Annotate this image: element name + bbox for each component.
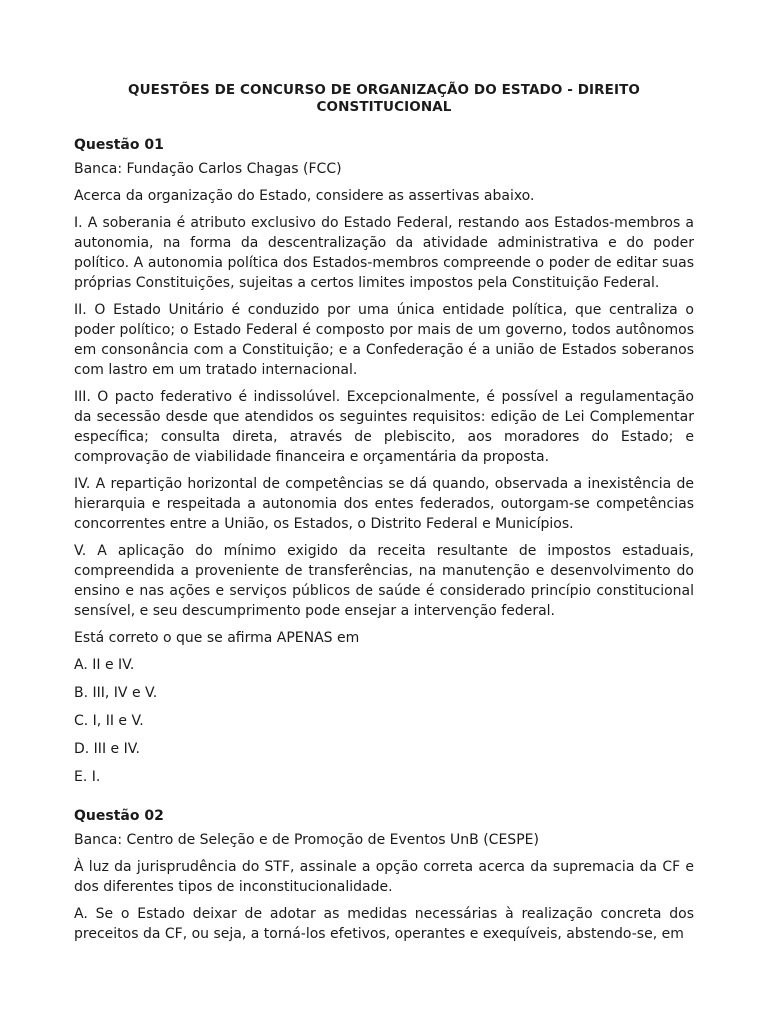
assertion-ii: II. O Estado Unitário é conduzido por uma única entidade política, que centraliza o poder político; o Estado Federal é composto por mais de um governo, todos autônomos em consonância com a Constituição; e a Confederação é a união de Estados soberanos com lastro em um tratado internacional.: [74, 302, 694, 378]
question-01: [74, 136, 694, 787]
question-stem: Está correto o que se afirma APENAS em: [74, 630, 360, 646]
assertion-i: I. A soberania é atributo exclusivo do Estado Federal, restando aos Estados-membros a autonomia, na forma da descentralização da atividade administrativa e do poder político. A autonomia política dos Estados-membros compreende o poder de editar suas próprias Constituições, sujeitas a certos limites impostos pela Constituição Federal.: [74, 215, 694, 291]
question-banca: Banca: Fundação Carlos Chagas (FCC): [74, 161, 342, 177]
document-title-line-2: CONSTITUCIONAL: [316, 99, 452, 115]
answer-option-a: A. II e IV.: [74, 657, 135, 673]
question-prompt: À luz da jurisprudência do STF, assinale a opção correta acerca da supremacia da CF e dos diferentes tipos de inconstitucionalidade.: [74, 859, 694, 895]
document-title-line-1: QUESTÕES DE CONCURSO DE ORGANIZAÇÃO DO ESTADO - DIREITO: [128, 82, 640, 98]
question-heading: Questão 01: [74, 137, 164, 153]
question-02: [74, 807, 694, 944]
answer-option-a: A. Se o Estado deixar de adotar as medidas necessárias à realização concreta dos preceitos da CF, ou seja, a torná-los efetivos, operantes e exequíveis, abstendo-se, em: [74, 906, 694, 942]
answer-option-d: D. III e IV.: [74, 741, 140, 757]
answer-option-b: B. III, IV e V.: [74, 685, 158, 701]
answer-option-c: C. I, II e V.: [74, 713, 144, 729]
answer-option-e: E. I.: [74, 769, 101, 785]
question-prompt: Acerca da organização do Estado, considere as assertivas abaixo.: [74, 188, 535, 204]
question-heading: Questão 02: [74, 808, 164, 824]
assertion-v: V. A aplicação do mínimo exigido da receita resultante de impostos estaduais, compreendida a proveniente de transferências, na manutenção e desenvolvimento do ensino e nas ações e serviços públicos de saúde é considerado princípio constitucional sensível, e seu descumprimento pode ensejar a intervenção federal.: [74, 543, 694, 619]
assertion-iv: IV. A repartição horizontal de competências se dá quando, observada a inexistência de hierarquia e respeitada a autonomia dos entes federados, outorgam-se competências concorrentes entre a União, os Estados, o Distrito Federal e Municípios.: [74, 476, 694, 532]
question-banca: Banca: Centro de Seleção e de Promoção de Eventos UnB (CESPE): [74, 832, 539, 848]
document-title: [74, 82, 694, 116]
assertion-iii: III. O pacto federativo é indissolúvel. Excepcionalmente, é possível a regulamentação da secessão desde que atendidos os seguintes requisitos: edição de Lei Complementar específica; consulta direta, através de plebiscito, aos moradores do Estado; e comprovação de viabilidade financeira e orçamentária da proposta.: [74, 389, 694, 465]
document-page: [74, 82, 694, 951]
